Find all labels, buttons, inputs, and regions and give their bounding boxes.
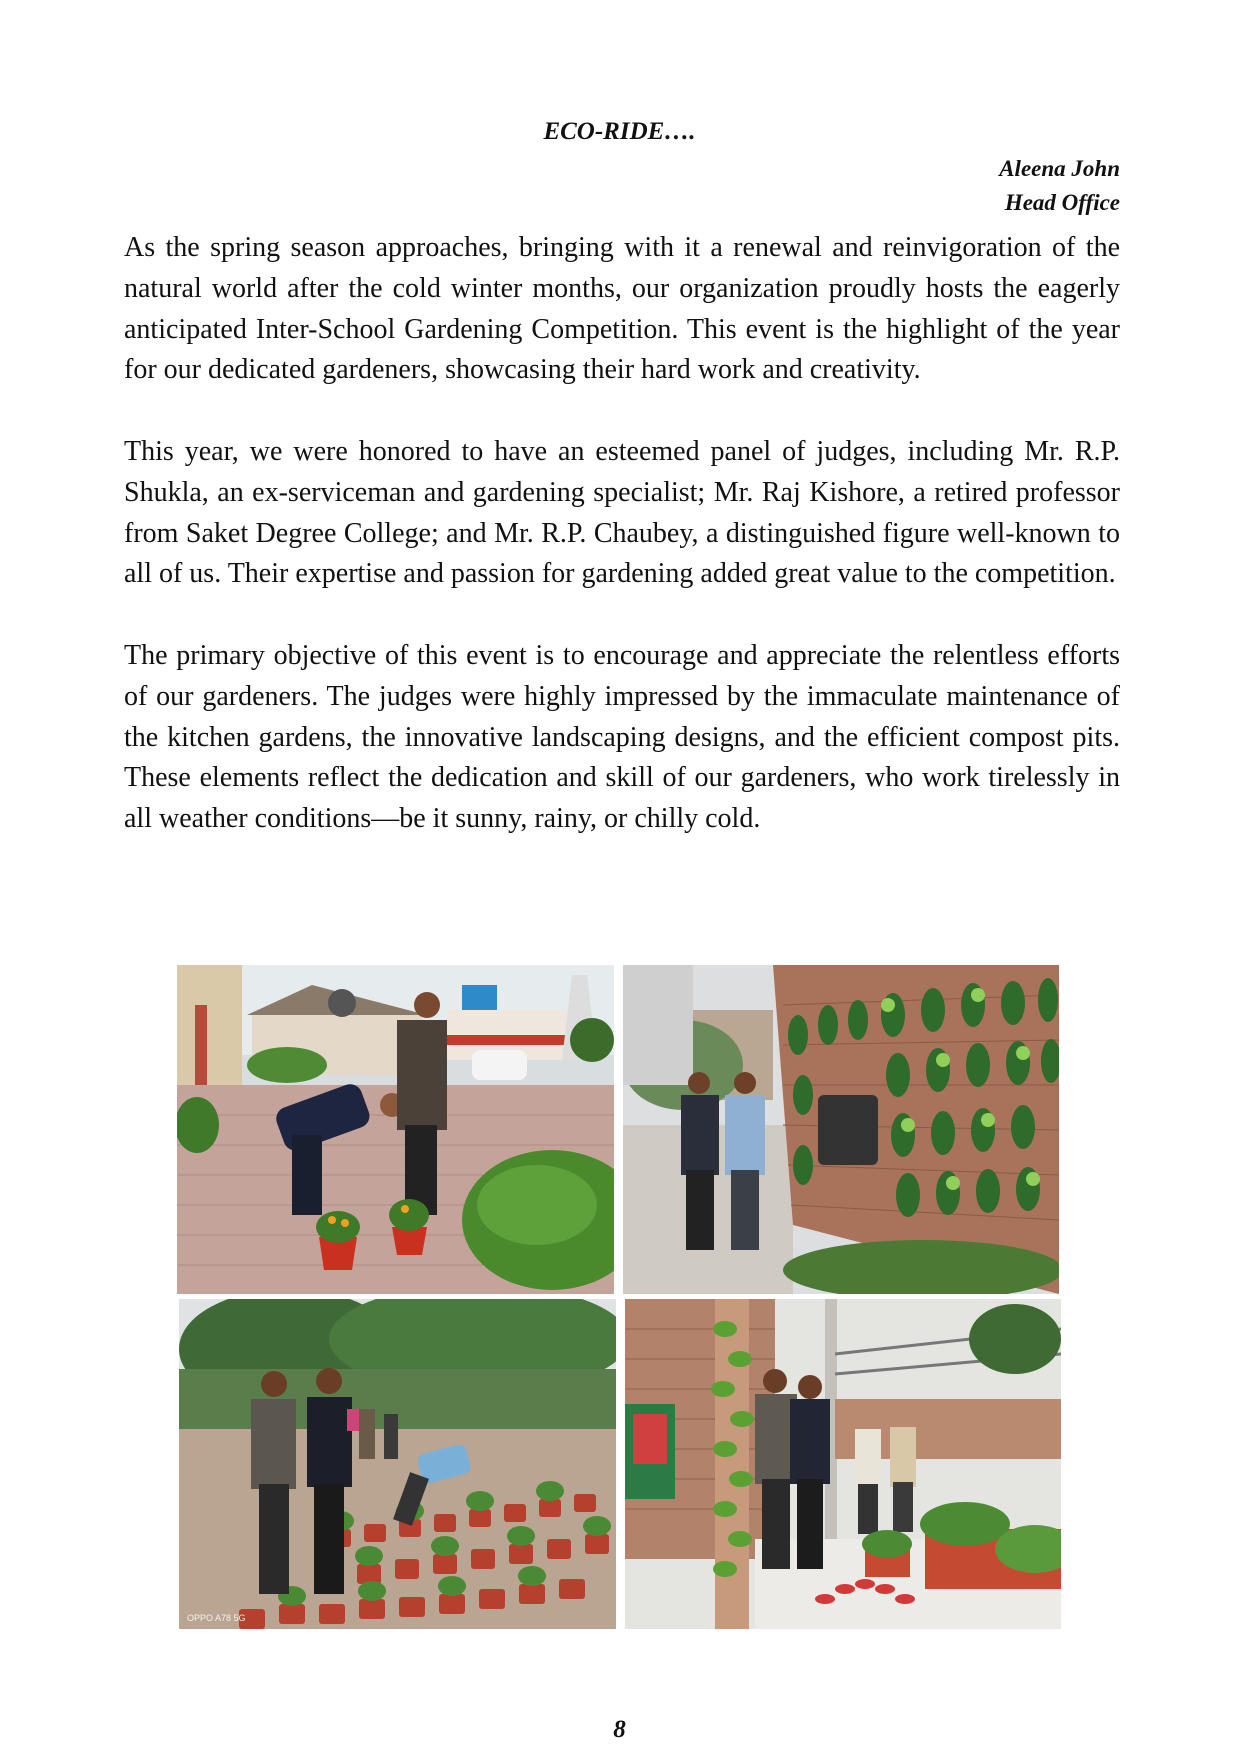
author-name: Aleena John xyxy=(999,156,1120,181)
author-department: Head Office xyxy=(1004,190,1120,215)
photo-pergola-garden xyxy=(625,1299,1061,1629)
photo-watermark: OPPO A78 5G xyxy=(187,1613,246,1623)
paragraph-1: As the spring season approaches, bringing with it a renewal and reinvigoration of the natural world after the cold winter months, our organization proudly hosts the eagerly anticipated Inter-School Gardening Competition. This event is the highlight of the year for our dedicated gardeners, showcasing their hard work and creativity. xyxy=(124,232,1120,386)
article-title: ECO-RIDE…. xyxy=(543,118,696,145)
paragraph-2: This year, we were honored to have an esteemed panel of judges, including Mr. R.P. Shukla, an ex-serviceman and gardening specialist; Mr. Raj Kishore, a retired professor from Saket Degree College; and Mr. R.P. Chaubey, a distinguished figure well-known to all of us. Their expertise and passion for gardening added great value to the competition. xyxy=(124,435,1120,590)
paragraph-3: The primary objective of this event is to encourage and appreciate the relentless efforts of our gardeners. The judges were highly impressed by the immaculate maintenance of the kitchen gardens, the innovative landscaping designs, and the efficient compost pits. These elements reflect the dedication and skill of our gardeners, who work tirelessly in all weather conditions—be it sunny, rainy, or chilly cold. xyxy=(124,639,1120,835)
photo-vertical-bottle-garden xyxy=(623,965,1059,1294)
page-number: 8 xyxy=(613,1716,626,1743)
article-body xyxy=(124,228,1120,840)
photo-judges-potted-plants xyxy=(179,1299,616,1629)
photo-judges-inspecting-pots xyxy=(177,965,614,1294)
